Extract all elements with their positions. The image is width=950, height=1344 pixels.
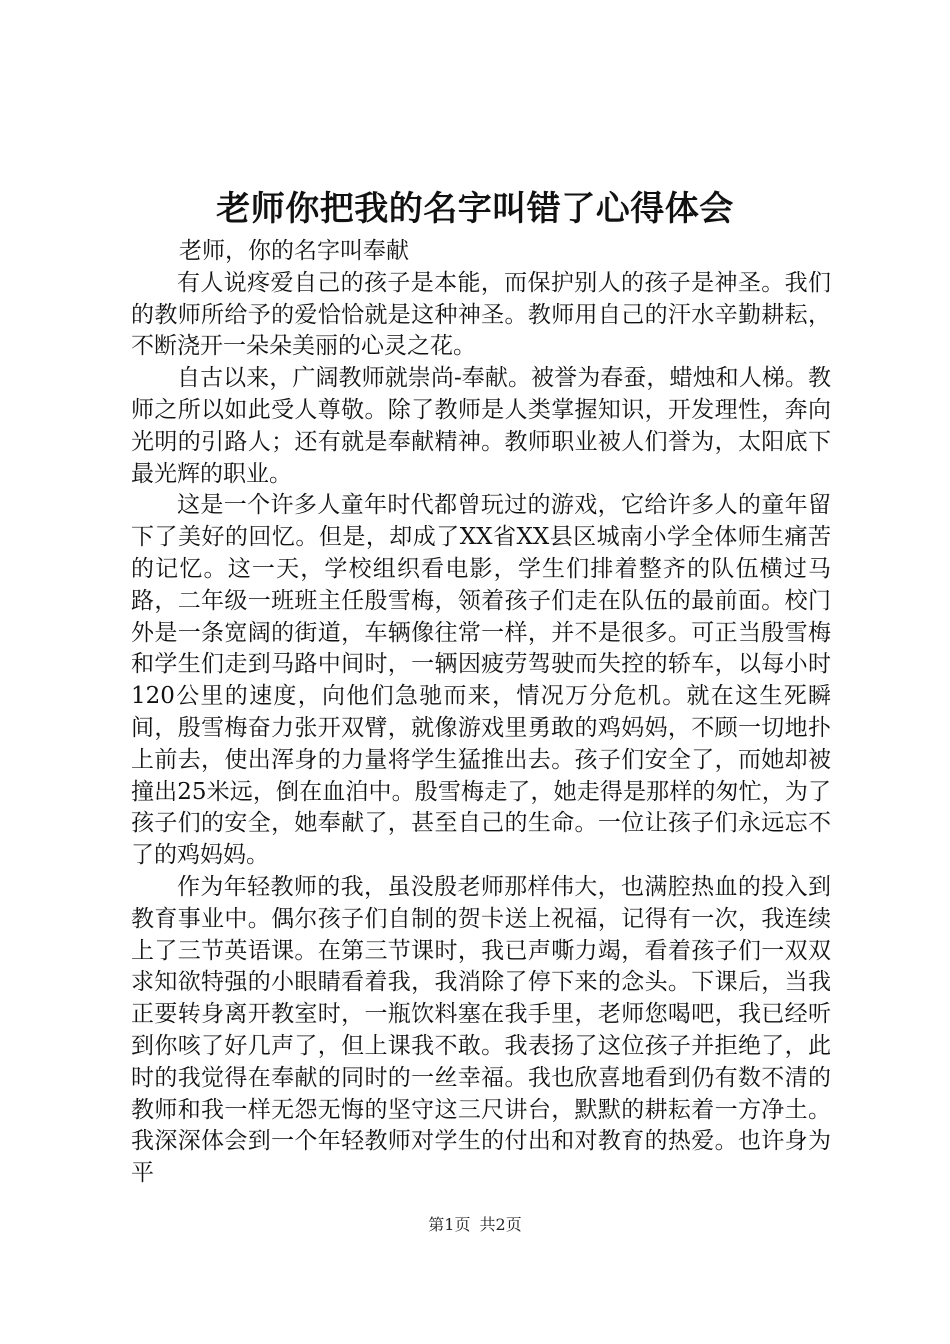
document-title: 老师你把我的名字叫错了心得体会 [216, 189, 734, 229]
paragraph-3: 这是一个许多人童年时代都曾玩过的游戏，它给许多人的童年留下了美好的回忆。但是，却成了XX省XX县区城南小学全体师生痛苦的记忆。这一天，学校组织看电影，学生们排着整齐的队伍横过马路，二年级一班班主任殷雪梅，领着孩子们走在队伍的最前面。校门外是一条宽阔的街道，车辆像往常一样，并不是很多。可正当殷雪梅和学生们走到马路中间时，一辆因疲劳驾驶而失控的轿车，以每小时120公里的速度，向他们急驰而来，情况万分危机。就在这生死瞬间，殷雪梅奋力张开双臂，就像游戏里勇敢的鸡妈妈，不顾一切地扑上前去，使出浑身的力量将学生猛推出去。孩子们安全了，而她却被撞出25米远，倒在血泊中。殷雪梅走了，她走得是那样的匆忙，为了孩子们的安全，她奉献了，甚至自己的生命。一位让孩子们永远忘不了的鸡妈妈。 [131, 492, 831, 869]
paragraph-1: 有人说疼爱自己的孩子是本能，而保护别人的孩子是神圣。我们的教师所给予的爱恰恰就是这种神圣。教师用自己的汗水辛勤耕耘，不断浇开一朵朵美丽的心灵之花。 [131, 269, 831, 360]
paragraph-2: 自古以来，广阔教师就崇尚-奉献。被誉为春蚕，蜡烛和人梯。教师之所以如此受人尊敬。除了教师是人类掌握知识，开发理性，奔向光明的引路人；还有就是奉献精神。教师职业被人们誉为，太阳底下最光辉的职业。 [131, 365, 831, 487]
page-number: 第1页 [428, 1215, 471, 1234]
paragraph-4: 作为年轻教师的我，虽没殷老师那样伟大，也满腔热血的投入到教育事业中。偶尔孩子们自制的贺卡送上祝福，记得有一次，我连续上了三节英语课。在第三节课时，我已声嘶力竭，看着孩子们一双双求知欲特强的小眼睛看着我，我消除了停下来的念头。下课后，当我正要转身离开教室时，一瓶饮料塞在我手里，老师您喝吧，我已经听到你咳了好几声了，但上课我不敢。我表扬了这位孩子并拒绝了，此时的我觉得在奉献的同时的一丝幸福。我也欣喜地看到仍有数不清的教师和我一样无怨无悔的坚守这三尺讲台，默默的耕耘着一方净土。我深深体会到一个年轻教师对学生的付出和对教育的热爱。也许身为平 [131, 873, 831, 1187]
subtitle-line: 老师，你的名字叫奉献 [179, 238, 409, 264]
page-total: 共2页 [479, 1215, 522, 1234]
page-footer [0, 1214, 950, 1236]
document-body [131, 236, 831, 1190]
